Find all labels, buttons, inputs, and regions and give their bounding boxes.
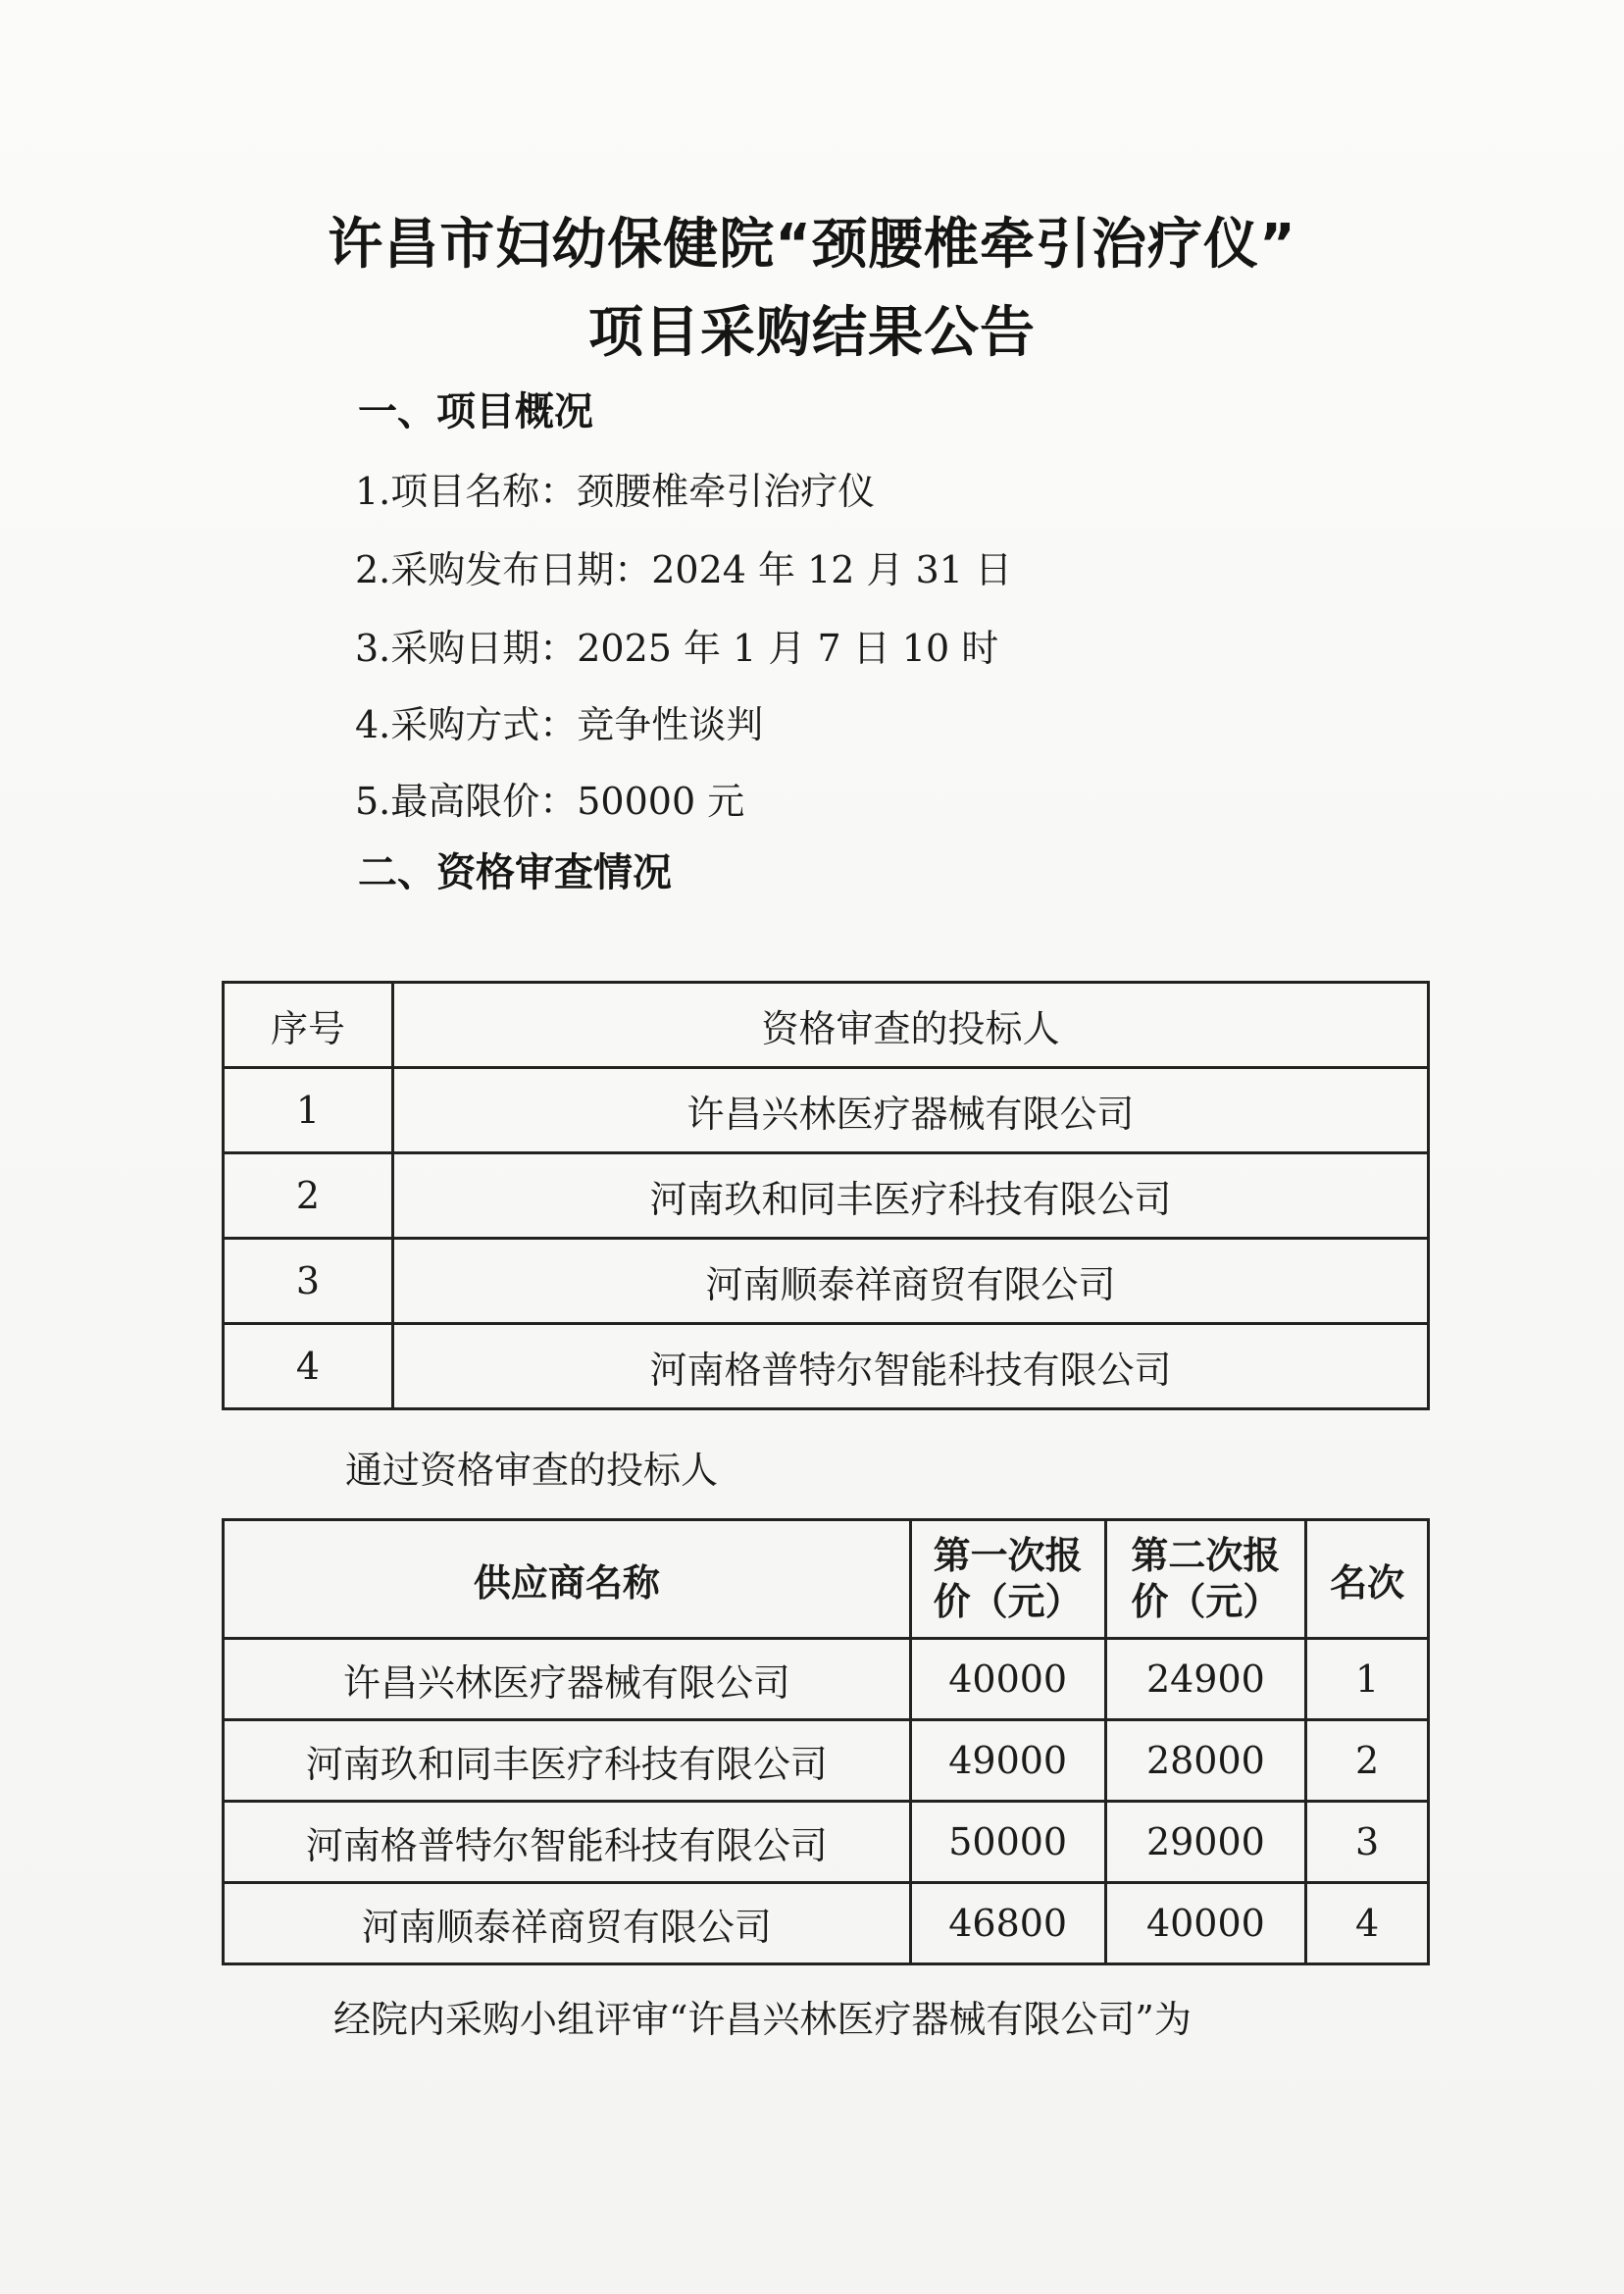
bid-results-table (222, 1518, 1430, 1965)
table-cell: 河南玖和同丰医疗科技有限公司 (224, 1720, 911, 1802)
table-cell: 40000 (1105, 1883, 1306, 1964)
table-cell: 4 (1306, 1883, 1429, 1964)
table-cell: 河南玖和同丰医疗科技有限公司 (393, 1153, 1429, 1239)
table-row (224, 1324, 1429, 1409)
table-row (224, 1239, 1429, 1324)
table-cell: 河南顺泰祥商贸有限公司 (224, 1883, 911, 1964)
table-cell: 3 (224, 1239, 393, 1324)
table-row (224, 1720, 1429, 1802)
header-line: 第二次报 (1131, 1533, 1281, 1577)
table-row (224, 1153, 1429, 1239)
table-row (224, 1068, 1429, 1153)
section2-heading: 二、资格审查情况 (358, 850, 672, 895)
closing-paragraph: 经院内采购小组评审“许昌兴林医疗器械有限公司”为 (333, 1998, 1192, 2041)
table-cell: 4 (224, 1324, 393, 1409)
project-name-item: 1.项目名称：颈腰椎牵引治疗仪 (355, 470, 876, 513)
table-cell: 28000 (1105, 1720, 1306, 1802)
table-cell: 河南顺泰祥商贸有限公司 (393, 1239, 1429, 1324)
document-title-line1: 许昌市妇幼保健院“颈腰椎牵引治疗仪” (328, 213, 1296, 277)
header-line: 价（元） (933, 1580, 1083, 1623)
table-header-cell: 供应商名称 (224, 1520, 911, 1639)
publish-date-item: 2.采购发布日期：2024 年 12 月 31 日 (355, 548, 1013, 591)
table-cell: 许昌兴林医疗器械有限公司 (224, 1639, 911, 1720)
passed-bidders-label: 通过资格审查的投标人 (345, 1449, 719, 1492)
table-header-cell: 名次 (1306, 1520, 1429, 1639)
table-row (224, 1639, 1429, 1720)
table-cell: 24900 (1105, 1639, 1306, 1720)
table-header-cell: 资格审查的投标人 (393, 983, 1429, 1068)
max-price-item: 5.最高限价：50000 元 (355, 780, 745, 823)
table-cell: 1 (1306, 1639, 1429, 1720)
table-cell: 2 (1306, 1720, 1429, 1802)
table-cell: 1 (224, 1068, 393, 1153)
section1-heading: 一、项目概况 (358, 389, 593, 434)
table-header-cell (1105, 1520, 1306, 1639)
document-title-line2: 项目采购结果公告 (588, 301, 1036, 365)
table-row (224, 1883, 1429, 1964)
table-cell: 49000 (910, 1720, 1105, 1802)
table-cell: 3 (1306, 1802, 1429, 1883)
table-header-cell: 序号 (224, 983, 393, 1068)
header-line: 第一次报 (933, 1533, 1083, 1577)
table-cell: 46800 (910, 1883, 1105, 1964)
header-line: 价（元） (1131, 1580, 1281, 1623)
table-header-row (224, 983, 1429, 1068)
table-cell: 许昌兴林医疗器械有限公司 (393, 1068, 1429, 1153)
table-header-row (224, 1520, 1429, 1639)
table-cell: 50000 (910, 1802, 1105, 1883)
table-cell: 2 (224, 1153, 393, 1239)
table-cell: 40000 (910, 1639, 1105, 1720)
table-cell: 河南格普特尔智能科技有限公司 (224, 1802, 911, 1883)
procurement-method-item: 4.采购方式：竞争性谈判 (355, 703, 764, 746)
qualification-table (222, 981, 1430, 1410)
table-header-cell (910, 1520, 1105, 1639)
procurement-date-item: 3.采购日期：2025 年 1 月 7 日 10 时 (355, 627, 999, 670)
table-cell: 29000 (1105, 1802, 1306, 1883)
table-cell: 河南格普特尔智能科技有限公司 (393, 1324, 1429, 1409)
table-row (224, 1802, 1429, 1883)
